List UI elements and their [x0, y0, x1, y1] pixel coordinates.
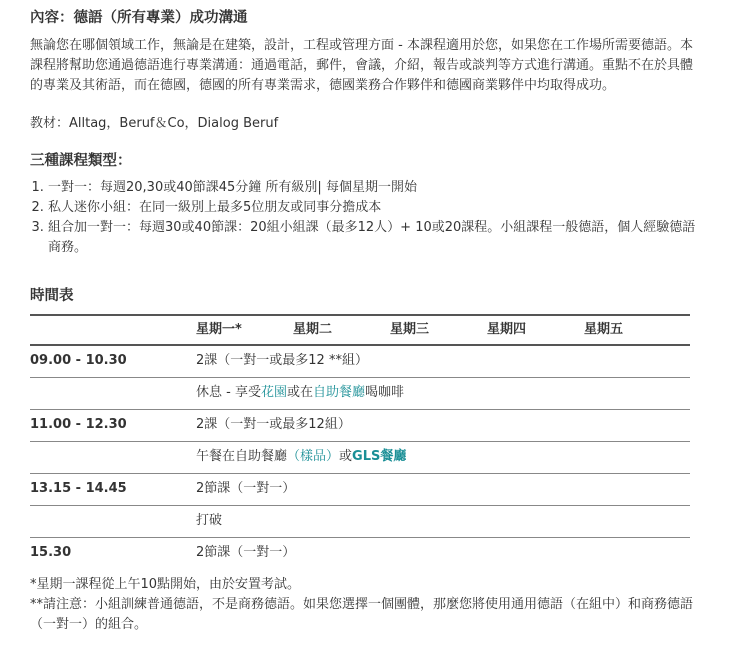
activity-text: 午餐在自助餐廳: [196, 449, 288, 464]
time-cell: [30, 441, 196, 473]
day-header-tuesday: 星期二: [293, 322, 333, 337]
table-row: [30, 345, 690, 377]
activity-cell: 2課（一對一或最多12組）: [196, 417, 351, 432]
time-cell: 09.00 - 10.30: [30, 353, 127, 369]
course-type-item: 2. 私人迷你小組：在同一級別上最多5位朋友或同事分擔成本: [48, 198, 700, 218]
activity-cell: [196, 441, 690, 473]
day-header-wednesday: 星期三: [390, 322, 430, 337]
sample-link[interactable]: （樣品）: [287, 449, 340, 464]
cafeteria-link[interactable]: 自助餐廳: [313, 385, 366, 400]
activity-cell: 2課（一對一或最多12 **組）: [196, 353, 368, 369]
time-cell: [30, 505, 196, 537]
footnotes: [30, 575, 700, 635]
activity-text: 休息 - 享受: [196, 385, 261, 400]
time-cell: 13.15 - 14.45: [30, 481, 127, 496]
table-row: [30, 409, 690, 441]
footnote-group: **請注意：小組訓練普通德語，不是商務德語。如果您選擇一個團體，那麼您將使用通用德語（在組中）和商務德語（一對一）的組合。: [30, 597, 694, 632]
schedule-table: [30, 314, 690, 569]
activity-cell: 2節課（一對一）: [196, 545, 296, 561]
activity-cell: 2節課（一對一）: [196, 481, 296, 496]
table-row: [30, 537, 690, 569]
day-header-thursday: 星期四: [487, 322, 527, 337]
table-row: [30, 473, 690, 505]
time-cell: [30, 377, 196, 409]
materials-text: 教材：Alltag，Beruf＆Co，Dialog Beruf: [30, 116, 279, 131]
table-row: [30, 505, 690, 537]
schedule-header-row: [30, 315, 690, 345]
intro-paragraph: 無論您在哪個領域工作，無論是在建築，設計，工程或管理方面 - 本課程適用於您，如果您在工作場所需要德語。本課程將幫助您通過德語進行專業溝通：通過電話，郵件，會議，介紹，報告或談判等方式進行溝通。重點不在於具體的專業及其術語，而在德國，德國的所有專業需求，德國業務合作夥伴和德國商業夥伴中均取得成功。: [30, 38, 694, 93]
activity-text: 或: [339, 449, 353, 464]
course-types-list: [30, 178, 700, 258]
time-header-cell: [30, 315, 196, 345]
time-cell: 15.30: [30, 545, 72, 561]
gls-restaurant-link[interactable]: GLS餐廳: [352, 449, 407, 464]
activity-text: 喝咖啡: [365, 385, 405, 400]
footnote-monday: *星期一課程從上午10點開始，由於安置考試。: [30, 577, 301, 592]
activity-cell: [196, 377, 690, 409]
schedule-heading: 時間表: [30, 288, 74, 304]
course-types-heading: 三種課程類型：: [30, 153, 132, 169]
time-cell: 11.00 - 12.30: [30, 417, 127, 432]
activity-cell: 打破: [196, 513, 223, 528]
table-row: [30, 441, 690, 473]
day-header-friday: 星期五: [584, 322, 624, 337]
course-type-item: 3. 組合加一對一：每週30或40節課：20組小組課（最多12人）+ 10或20課程。小組課程一般德語，個人經驗德語商務。: [48, 218, 700, 258]
day-header-monday: 星期一*: [196, 322, 242, 337]
content-heading: 內容：德語（所有專業）成功溝通: [30, 10, 248, 26]
course-type-item: 1. 一對一：每週20,30或40節課45分鐘 所有級別| 每個星期一開始: [48, 178, 700, 198]
table-row: [30, 377, 690, 409]
activity-text: 或在: [286, 385, 313, 400]
garden-link[interactable]: 花園: [260, 385, 287, 400]
